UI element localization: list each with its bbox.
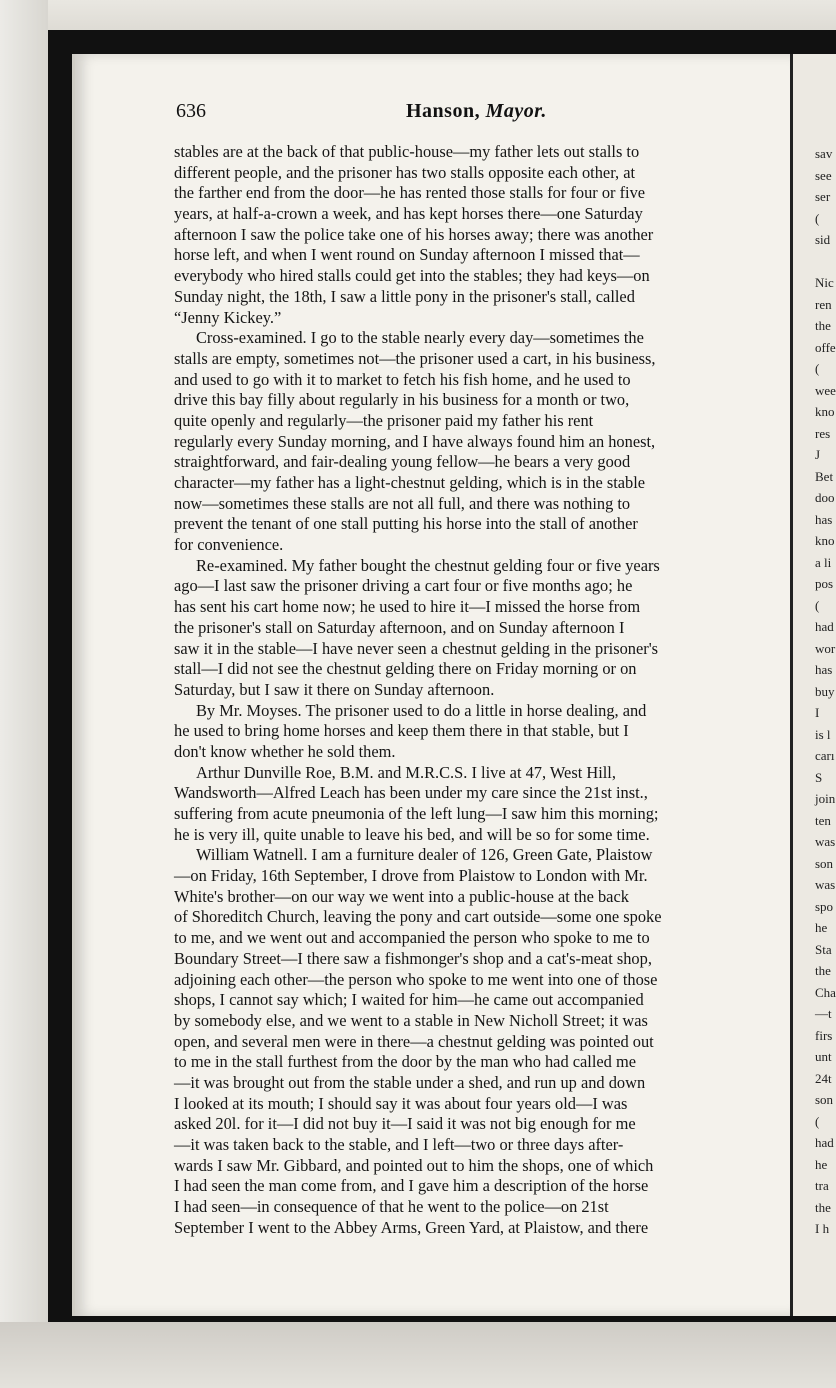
facing-page-fragment: see: [815, 167, 832, 183]
facing-page-fragment: spo: [815, 898, 834, 914]
facing-page-fragment: is l: [815, 726, 831, 742]
text-line: wards I saw Mr. Gibbard, and pointed out to him the shops, one of which: [174, 1155, 654, 1175]
text-line: I had seen—in consequence of that he went to the police—on 21st: [174, 1197, 609, 1217]
text-line: the prisoner's stall on Saturday afternoon, and on Sunday afternoon I: [174, 617, 625, 637]
text-line: regularly every Sunday morning, and I have always found him an honest,: [174, 431, 656, 451]
facing-page-fragment: I: [815, 705, 820, 720]
facing-page-fragment: Sta: [815, 941, 832, 957]
text-line: years, at half-a-crown a week, and has kept horses there—one Saturday: [174, 204, 643, 224]
text-line: has sent his cart home now; he used to hire it—I missed the horse from: [174, 597, 641, 617]
facing-page-fragment: ser: [815, 189, 831, 204]
facing-page-fragment: res: [815, 425, 831, 441]
text-line: “Jenny Kickey.”: [174, 307, 282, 327]
text-line: prevent the tenant of one stall putting his horse into the stall of another: [174, 514, 638, 534]
facing-page-fragment: the: [815, 963, 831, 978]
facing-page-fragment: Cha: [815, 984, 836, 1000]
text-line: different people, and the prisoner has two stalls opposite each other, at: [174, 162, 636, 182]
text-line: quite openly and regularly—the prisoner paid my father his rent: [174, 410, 594, 430]
text-line: saw it in the stable—I have never seen a chestnut gelding in the prisoner's: [174, 638, 659, 658]
text-line: straightforward, and fair-dealing young fellow—he bears a very good: [174, 452, 631, 472]
facing-page-fragment: has: [815, 662, 833, 677]
facing-page-fragment: a li: [815, 554, 832, 570]
facing-page-fragment: ten: [815, 812, 831, 828]
text-line: I looked at its mouth; I should say it was about four years old—I was: [174, 1093, 628, 1113]
text-line: character—my father has a light-chestnut gelding, which is in the stable: [174, 473, 646, 492]
text-line: asked 20l. for it—I did not buy it—I said it was not big enough for me: [174, 1114, 636, 1134]
facing-page-fragment: Bet: [815, 468, 834, 484]
text-line: horse left, and when I went round on Sunday afternoon I missed that—: [174, 245, 640, 265]
facing-page-fragment: buy: [815, 683, 835, 699]
facing-page-fragment: tra: [815, 1178, 829, 1193]
running-title: [406, 100, 547, 123]
text-line: ago—I last saw the prisoner driving a cart four or five months ago; he: [174, 576, 633, 596]
text-line: I had seen the man come from, and I gave him a description of the horse: [174, 1176, 649, 1196]
text-line: the farther end from the door—he has rented those stalls for four or five: [174, 183, 646, 203]
facing-page-fragment: son: [815, 1092, 834, 1107]
facing-page-fragment: kno: [815, 533, 835, 548]
scan-left-margin: [0, 0, 48, 1388]
running-title-name: Hanson,: [406, 100, 481, 122]
facing-page-fragment: unt: [815, 1049, 832, 1064]
page-number: 636: [176, 100, 206, 122]
text-line: suffering from acute pneumonia of the left lung—I saw him this morning;: [174, 804, 659, 823]
text-line: —it was brought out from the stable under a shed, and run up and down: [174, 1072, 646, 1092]
text-line: Cross-examined. I go to the stable nearly every day—sometimes the: [196, 328, 644, 348]
facing-page-fragment: wor: [815, 640, 836, 656]
text-line: open, and several men were in there—a chestnut gelding was pointed out: [174, 1031, 654, 1051]
facing-page-fragment: had: [815, 1135, 834, 1150]
facing-page-fragment: has: [815, 511, 833, 527]
facing-page-fragment: sid: [815, 232, 831, 247]
text-line: —on Friday, 16th September, I drove from Plaistow to London with Mr.: [174, 866, 648, 886]
facing-page-fragment: wee: [815, 382, 836, 398]
facing-page-fragment: was: [815, 834, 836, 849]
text-line: William Watnell. I am a furniture dealer of 126, Green Gate, Plaistow: [196, 845, 653, 865]
text-line: afternoon I saw the police take one of his horses away; there was another: [174, 224, 654, 244]
text-line: Boundary Street—I there saw a fishmonger's shop and a cat's-meat shop,: [174, 948, 652, 968]
text-line: stalls are empty, sometimes not—the prisoner used a cart, in his business,: [174, 348, 656, 368]
running-title-office: Mayor.: [485, 100, 547, 122]
text-line: to me in the stall furthest from the door by the man who had called me: [174, 1052, 637, 1072]
text-line: to me, and we went out and accompanied the person who spoke to me to: [174, 928, 650, 948]
text-line: and used to go with it to market to fetch his fish home, and he used to: [174, 369, 631, 389]
facing-page-fragment: sav: [815, 146, 833, 161]
facing-page-fragment: firs: [815, 1027, 833, 1043]
text-line: Wandsworth—Alfred Leach has been under my care since the 21st inst.,: [174, 783, 648, 803]
facing-page-fragment: offe: [815, 339, 836, 355]
facing-page-fragment: Nic: [815, 275, 834, 290]
facing-page-fragment: I h: [815, 1221, 830, 1236]
facing-page-fragment: join: [815, 791, 836, 806]
body-text: [174, 142, 778, 1238]
facing-page-fragment: —t: [815, 1006, 832, 1021]
facing-page-edge: [790, 54, 836, 1316]
text-line: White's brother—on our way we went into a public-house at the back: [174, 886, 629, 906]
text-line: now—sometimes these stalls are not all full, and there was nothing to: [174, 493, 631, 513]
text-line: Saturday, but I saw it there on Sunday afternoon.: [174, 679, 495, 699]
facing-page-fragment: had: [815, 619, 834, 634]
text-line: everybody who hired stalls could get into the stables; they had keys—on: [174, 266, 650, 286]
facing-page-fragment: (: [815, 210, 820, 226]
facing-page-fragment: J: [815, 447, 821, 462]
facing-page-fragment: kno: [815, 404, 835, 419]
facing-page-fragment: son: [815, 855, 834, 871]
facing-page-fragment: the: [815, 318, 831, 333]
text-line: Sunday night, the 18th, I saw a little pony in the prisoner's stall, called: [174, 286, 635, 306]
facing-page-fragment: the: [815, 1199, 831, 1215]
text-line: drive this bay filly about regularly in his business for a month or two,: [174, 390, 630, 410]
text-line: he is very ill, quite unable to leave his bed, and will be so for some time.: [174, 824, 650, 844]
facing-page-fragment: (: [815, 597, 820, 613]
facing-page-fragment: doo: [815, 490, 835, 505]
text-line: By Mr. Moyses. The prisoner used to do a little in horse dealing, and: [196, 700, 647, 720]
facing-page-fragment: pos: [815, 576, 834, 591]
text-line: shops, I cannot say which; I waited for him—he came out accompanied: [174, 990, 644, 1010]
facing-page-fragment: (: [815, 361, 820, 376]
text-line: for convenience.: [174, 535, 284, 555]
facing-page-fragment: (: [815, 1113, 820, 1129]
text-line: he used to bring home horses and keep them there in that stable, but I: [174, 721, 629, 741]
text-line: don't know whether he sold them.: [174, 741, 396, 761]
facing-page-fragment: he: [815, 1156, 828, 1172]
facing-page-fragment: carı: [815, 748, 835, 763]
facing-page-fragment: S: [815, 769, 823, 785]
text-line: Re-examined. My father bought the chestnut gelding four or five years: [196, 555, 660, 575]
text-line: —it was taken back to the stable, and I left—two or three days after-: [174, 1135, 624, 1154]
facing-page-fragment: ren: [815, 296, 832, 312]
text-line: by somebody else, and we went to a stable in New Nicholl Street; it was: [174, 1010, 648, 1030]
text-line: of Shoreditch Church, leaving the pony and cart outside—some one spoke: [174, 907, 662, 927]
facing-page-fragment: 24t: [815, 1070, 832, 1086]
text-line: Arthur Dunville Roe, B.M. and M.R.C.S. I live at 47, West Hill,: [196, 762, 616, 782]
facing-page-fragment: he: [815, 920, 828, 935]
scan-bottom-margin: [0, 1322, 836, 1388]
facing-page-fragment: was: [815, 877, 836, 892]
text-line: September I went to the Abbey Arms, Green Yard, at Plaistow, and there: [174, 1217, 649, 1237]
text-line: stables are at the back of that public-house—my father lets out stalls to: [174, 142, 640, 161]
text-line: stall—I did not see the chestnut gelding there on Friday morning or on: [174, 659, 637, 679]
text-line: adjoining each other—the person who spoke to me went into one of those: [174, 969, 658, 989]
